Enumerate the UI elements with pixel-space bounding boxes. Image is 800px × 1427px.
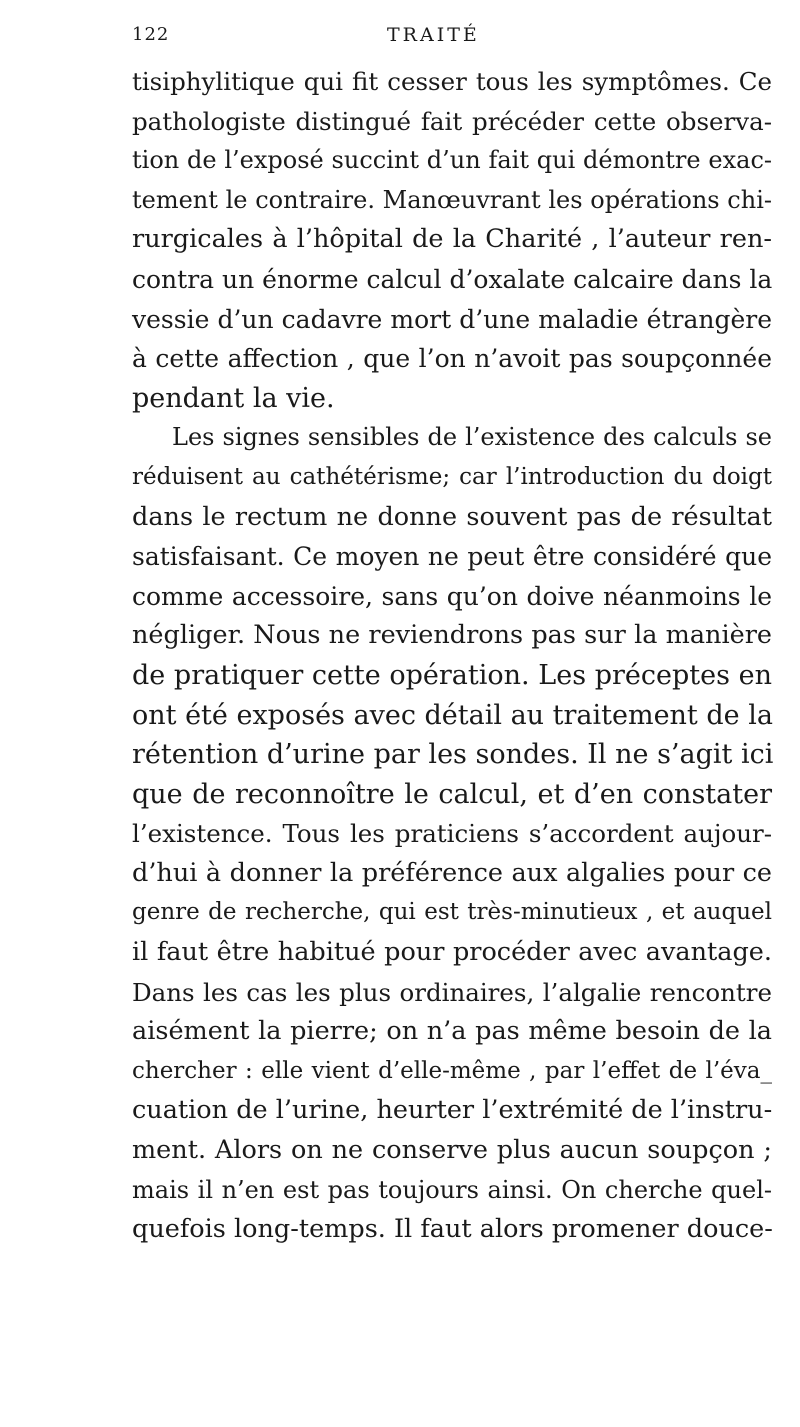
text-line: comme accessoire, sans qu’on doive néanmoins le — [132, 581, 772, 611]
text-line: quefois long-temps. Il faut alors promener douce- — [132, 1214, 773, 1245]
text-line: Dans les cas les plus ordinaires, l’algalie rencontre — [132, 977, 772, 1007]
text-line: rurgicales à l’hôpital de la Charité , l’auteur ren- — [132, 224, 772, 255]
text-line: mais il n’en est pas toujours ainsi. On cherche quel- — [132, 1175, 772, 1204]
text-line: cuation de l’urine, heurter l’extrémité de l’instru- — [132, 1095, 773, 1126]
text-line: que de reconnoître le calcul, et d’en constater — [132, 778, 772, 810]
text-line: d’hui à donner la préférence aux algalies pour ce — [132, 857, 772, 888]
text-line: genre de recherche, qui est très-minutieux , et auquel — [132, 899, 772, 926]
page-header — [132, 24, 772, 54]
text-line: tisiphylitique qui fit cesser tous les symptômes. Ce — [132, 67, 772, 96]
text-line: contra un énorme calcul d’oxalate calcaire dans la — [132, 264, 773, 294]
text-line: ment. Alors on ne conserve plus aucun soupçon ; — [132, 1135, 772, 1166]
text-line: réduisent au cathétérisme; car l’introduction du doigt — [132, 463, 772, 490]
page-number: 122 — [132, 24, 170, 45]
text-line: pathologiste distingué fait précéder cette observa- — [132, 106, 772, 136]
text-line: satisfaisant. Ce moyen ne peut être considéré que — [132, 542, 772, 572]
text-line: tement le contraire. Manœuvrant les opérations chi- — [132, 185, 772, 214]
text-line: négliger. Nous ne reviendrons pas sur la manière — [132, 620, 772, 651]
text-line: rétention d’urine par les sondes. Il ne s’agit ici — [132, 739, 774, 771]
text-line: à cette affection , que l’on n’avoit pas soupçonnée — [132, 344, 772, 374]
body-text — [132, 62, 772, 1250]
text-line: pendant la vie. — [132, 382, 335, 414]
text-line: tion de l’exposé succint d’un fait qui démontre exac- — [132, 146, 772, 175]
text-line: ont été exposés avec détail au traitement de la — [132, 699, 773, 731]
text-line: de pratiquer cette opération. Les préceptes en — [132, 659, 772, 691]
text-line: dans le rectum ne donne souvent pas de résultat — [132, 501, 772, 532]
running-title: TRAITÉ — [387, 24, 480, 46]
text-line: chercher : elle vient d’elle-même , par l’effet de l’éva_ — [132, 1057, 772, 1084]
text-line: il faut être habitué pour procéder avec avantage. — [132, 937, 772, 968]
text-line: l’existence. Tous les praticiens s’accordent aujour- — [132, 819, 772, 849]
text-line: vessie d’un cadavre mort d’une maladie étrangère — [132, 304, 772, 334]
text-line: aisément la pierre; on n’a pas même besoin de la — [132, 1016, 772, 1047]
text-line: Les signes sensibles de l’existence des calculs se — [172, 423, 772, 452]
